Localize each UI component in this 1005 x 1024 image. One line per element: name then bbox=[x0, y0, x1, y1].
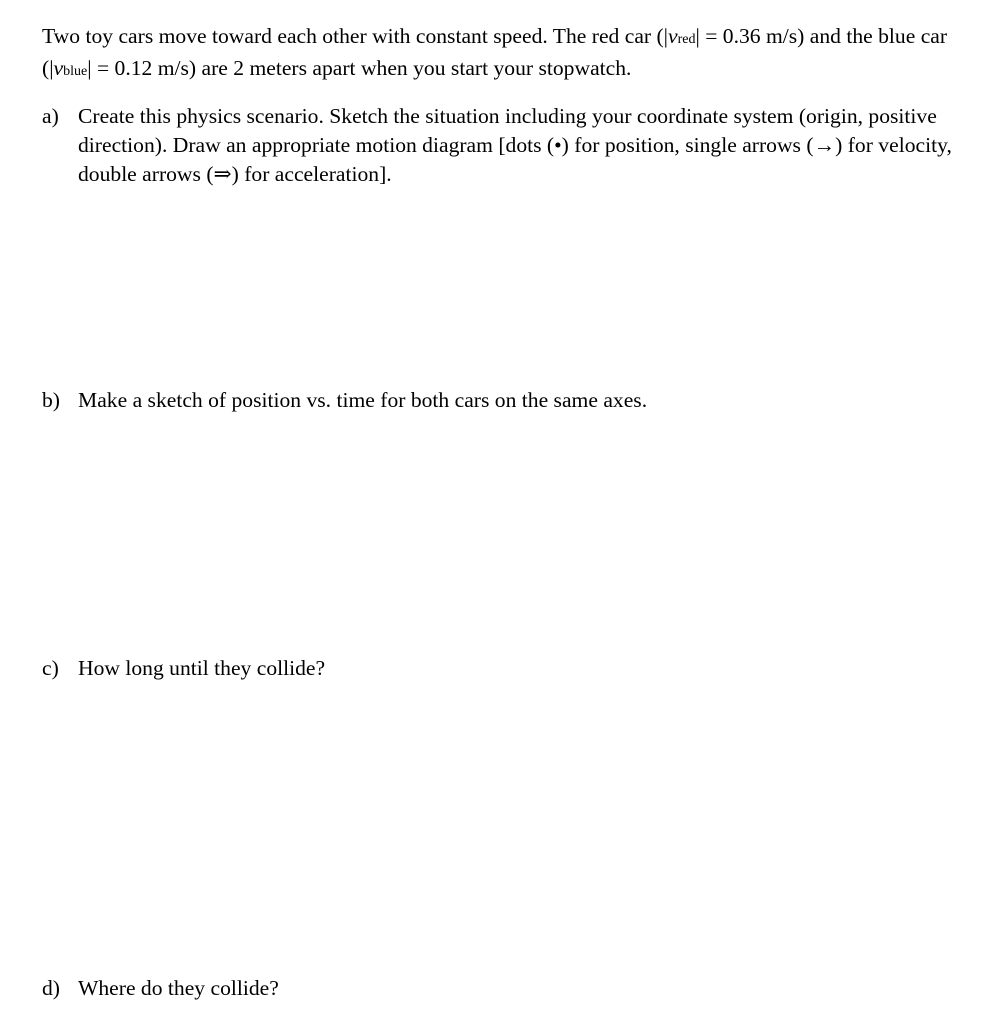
question-c bbox=[42, 654, 972, 683]
intro-part-2: | = 0.36 m/s) and the blue car (| bbox=[42, 24, 948, 80]
question-b bbox=[42, 386, 972, 415]
question-d bbox=[42, 974, 972, 1003]
v-red-symbol: v bbox=[668, 24, 678, 48]
v-blue-symbol: v bbox=[53, 56, 64, 80]
v-blue-subscript: blue bbox=[63, 64, 88, 79]
intro-part-3: | = 0.12 m/s) are 2 meters apart when you start your stopwatch. bbox=[87, 56, 632, 80]
question-c-text: How long until they collide? bbox=[78, 656, 326, 680]
question-d-text: Where do they collide? bbox=[78, 976, 279, 1000]
question-c-marker: c) bbox=[42, 656, 59, 680]
question-a bbox=[42, 102, 954, 189]
question-b-text: Make a sketch of position vs. time for both cars on the same axes. bbox=[78, 388, 648, 412]
problem-statement bbox=[42, 22, 972, 86]
question-d-marker: d) bbox=[42, 976, 60, 1000]
intro-part-1: Two toy cars move toward each other with constant speed. The red car (| bbox=[42, 24, 669, 48]
question-a-marker: a) bbox=[42, 104, 59, 128]
question-b-marker: b) bbox=[42, 388, 60, 412]
question-a-text: Create this physics scenario. Sketch the situation including your coordinate system (origin, positive direction). Draw an appropriate motion diagram [dots (•) for position, single arrows (→) for velocity, double arrows (⇒) for acceleration]. bbox=[78, 104, 952, 186]
v-red-subscript: red bbox=[677, 32, 696, 47]
